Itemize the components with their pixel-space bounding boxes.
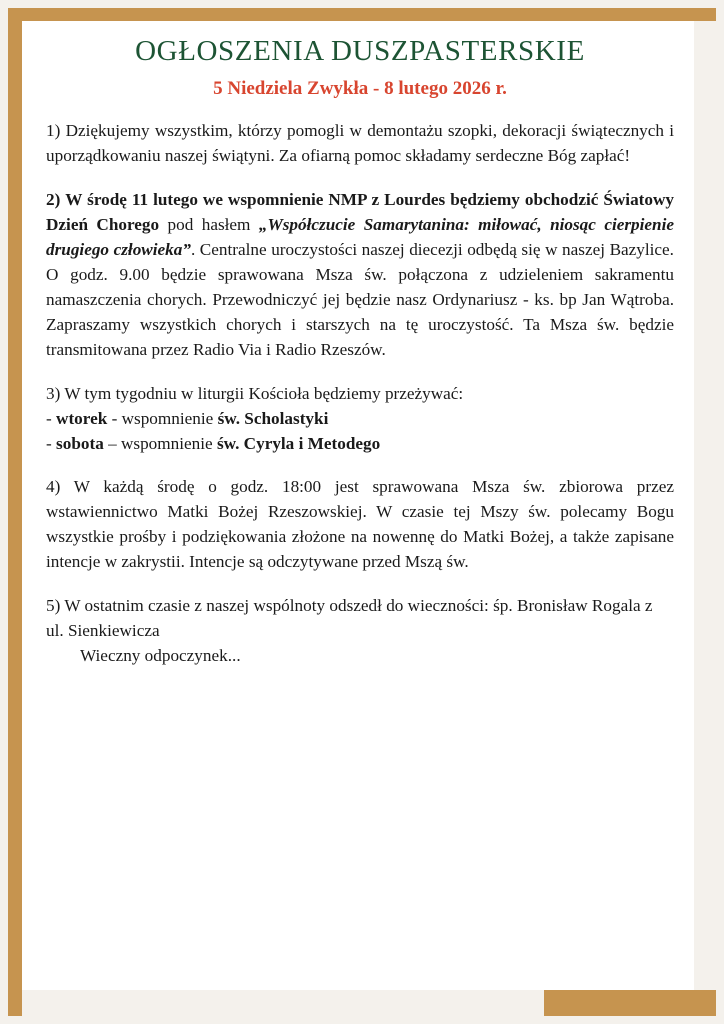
item-3-subline-1 [46, 407, 674, 432]
item-1-text: Dziękujemy wszystkim, którzy pomogli w demontażu szopki, dekoracji świątecznych i uporządkowaniu naszej świątyni. Za ofiarną pomoc składamy serdeczne Bóg zapłać! [46, 121, 675, 166]
item-4-number: 4) [46, 477, 61, 497]
item-3-subline-2 [46, 432, 674, 457]
item-2-number: 2) [46, 190, 61, 210]
item-5-closing: Wieczny odpoczynek... [80, 646, 241, 666]
item-5-number: 5) [46, 596, 61, 616]
item-3-subline-2-dash: - [46, 433, 57, 453]
item-3-number: 3) [46, 383, 61, 403]
item-3-subline-2-day: sobota [56, 433, 104, 453]
item-3-subline-2-saint: św. Cyryla i Metodego [216, 433, 381, 453]
item-5-text: W ostatnim czasie z naszej wspólnoty odszedł do wieczności: śp. Bronisław Rogala z ul. Sienkiewicza [46, 596, 653, 641]
announcement-item-1 [46, 119, 674, 169]
decorative-left-bar [8, 8, 22, 1016]
decorative-top-bar [8, 8, 716, 21]
item-3-text: W tym tygodniu w liturgii Kościoła będziemy przeżywać: [64, 383, 464, 403]
item-2-mid: pod hasłem [159, 215, 259, 234]
paper-sheet [22, 21, 694, 990]
announcement-item-2 [46, 188, 674, 363]
item-1-number: 1) [46, 121, 61, 141]
item-3-subline-2-mid: – wspomnienie [103, 433, 217, 453]
item-3-subline-1-day: wtorek [56, 408, 108, 428]
item-3-subline-1-saint: św. Scholastyki [217, 408, 329, 428]
item-2-bold-lead: W środę 11 lutego we wspomnienie NMP z Lourdes będziemy obchodzić Światowy Dzień Chorego [46, 190, 674, 234]
item-5-closing-line [46, 644, 674, 669]
item-2-rest: . Centralne uroczystości naszej diecezji odbędą się w naszej Bazylice. O godz. 9.00 będzie sprawowana Msza św. połączona z udzieleniem sakramentu namaszczenia chorych. Przewodniczyć jej będzie nasz Ordynariusz - ks. bp Jan Wątroba. Zapraszamy wszystkich chorych i starszych na tę uroczystość. Ta Msza św. będzie transmitowana przez Radio Via i Radio Rzeszów. [46, 239, 674, 359]
announcement-item-5 [46, 594, 674, 669]
announcement-item-4 [46, 475, 674, 575]
decorative-bottom-right-bar [544, 990, 716, 1016]
announcement-item-3 [46, 382, 674, 457]
item-3-subline-1-mid: - wspomnienie [107, 408, 218, 428]
document-content [46, 35, 674, 669]
item-2-quote: „Współczucie Samarytanina: miłować, niosąc cierpienie drugiego człowieka” [46, 215, 675, 259]
item-3-subline-1-dash: - [46, 408, 57, 428]
item-4-text: W każdą środę o godz. 18:00 jest sprawowana Msza św. zbiorowa przez wstawiennictwo Matki Bożej Rzeszowskiej. W czasie tej Mszy św. polecamy Bogu wszystkie prośby i podziękowania złożone na nowennę do Matki Bożej, a także zapisane intencje w zakrystii. Intencje są odczytywane przed Mszą św. [46, 477, 674, 572]
page-title: OGŁOSZENIA DUSZPASTERSKIE [135, 35, 585, 67]
page-subtitle: 5 Niedziela Zwykła - 8 lutego 2026 r. [213, 78, 507, 100]
item-3-first-line [46, 382, 674, 407]
